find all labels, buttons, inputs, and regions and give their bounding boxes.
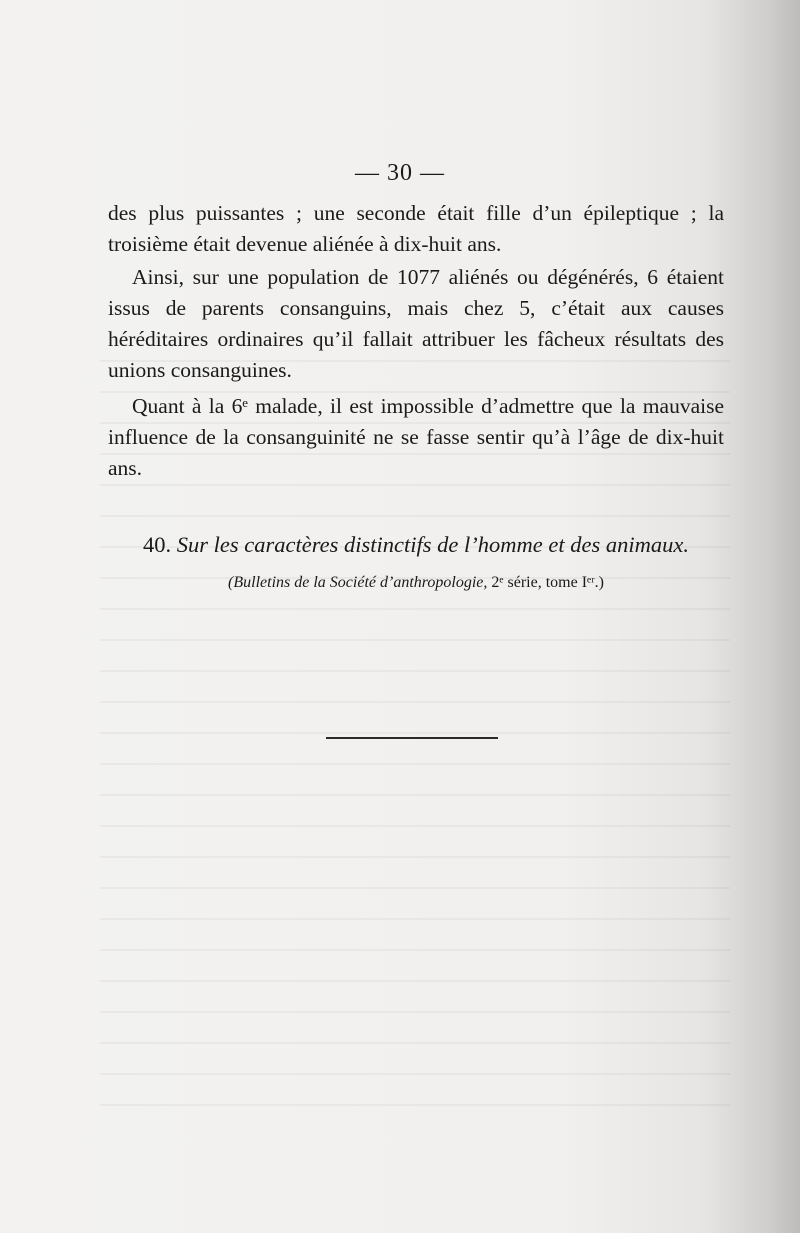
source-publication: (Bulletins de la Société d’anthropologie,: [228, 574, 492, 591]
section-source: [108, 574, 724, 592]
source-series: 2ᵉ série, tome Iᵉʳ.): [491, 574, 604, 591]
page-number: — 30 —: [355, 160, 445, 186]
horizontal-rule: [326, 737, 498, 739]
paragraph-sixth-patient: Quant à la 6ᵉ malade, il est impossible d’admettre que la mauvaise influence de la consanguinité ne se fasse sentir qu’à l’âge de dix-huit ans.: [108, 394, 724, 480]
section-title-text: Sur les caractères distinctifs de l’homme et des animaux.: [176, 532, 689, 557]
paragraph-continuation: des plus puissantes ; une seconde était fille d’un épileptique ; la troisième était devenue aliénée à dix-huit ans.: [108, 201, 724, 256]
section-number: 40.: [143, 532, 172, 557]
section-heading: [108, 532, 724, 558]
paragraph-population: Ainsi, sur une population de 1077 aliénés ou dégénérés, 6 étaient issus de parents consanguins, mais chez 5, c’était aux causes héréditaires ordinaires qu’il fallait attribuer les fâcheux résultats des unions consanguines.: [108, 265, 724, 382]
